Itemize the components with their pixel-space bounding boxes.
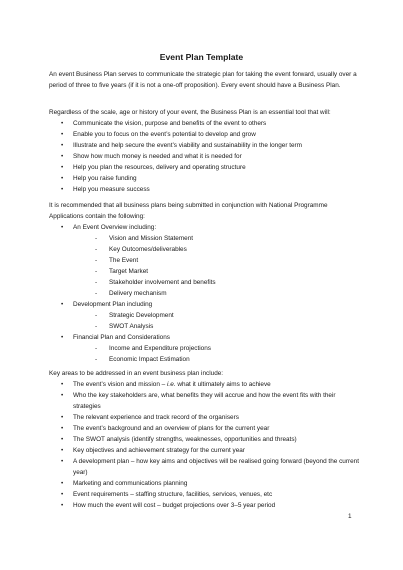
dash-marker: - <box>95 290 98 297</box>
bullet-icon: • <box>61 175 64 182</box>
bullet-icon: • <box>61 480 64 487</box>
sections-list <box>49 222 359 365</box>
list-item: • Communicate the vision, purpose and benefits of the event to others <box>61 120 267 127</box>
sub-list-item: - Income and Expenditure projections <box>95 345 211 352</box>
list-item: • Enable you to focus on the event’s potential to develop and grow <box>61 131 256 138</box>
bullet-icon: • <box>61 447 64 454</box>
list-item: • Help you raise funding <box>61 175 137 182</box>
bullet-icon: • <box>61 142 64 149</box>
dash-marker: - <box>95 323 98 330</box>
sub-list-item: - Vision and Mission Statement <box>95 235 194 242</box>
list-item: • Illustrate and help secure the event’s viability and sustainability in the longer term <box>61 142 303 149</box>
essential-intro: Regardless of the scale, age or history of your event, the Business Plan is an essential tool that will: <box>49 109 331 116</box>
bullet-icon: • <box>61 131 64 138</box>
dash-marker: - <box>95 268 98 275</box>
list-item: • Key objectives and achievement strategy for the current year <box>61 447 245 454</box>
bullet-icon: • <box>61 153 64 160</box>
list-item: • A development plan – how key aims and objectives will be realised going forward (beyond the current year) <box>61 458 359 476</box>
sub-list-item: - Economic Impact Estimation <box>95 356 190 363</box>
sub-list-item: - Target Market <box>95 268 149 275</box>
sub-list-item: - SWOT Analysis <box>95 323 154 330</box>
financial-plan-sublist <box>73 343 359 365</box>
sub-list-item: - Delivery mechanism <box>95 290 167 297</box>
sub-list-item: - Key Outcomes/deliverables <box>95 246 187 253</box>
key-areas-intro: Key areas to be addressed in an event business plan include: <box>49 370 224 377</box>
list-item: • Who the key stakeholders are, what benefits they will accrue and how the event fits with their strategies <box>61 392 336 410</box>
bullet-icon: • <box>61 491 64 498</box>
list-item: • Marketing and communications planning <box>61 480 188 487</box>
dash-marker: - <box>95 279 98 286</box>
bullet-icon: • <box>61 392 64 399</box>
dash-marker: - <box>95 257 98 264</box>
list-item: • The relevant experience and track record of the organisers <box>61 414 239 421</box>
list-item: • The event’s vision and mission – i.e. what it ultimately aims to achieve <box>61 381 271 388</box>
dash-marker: - <box>95 235 98 242</box>
section-item-financial-plan: • Financial Plan and Considerations - Income and Expenditure projections - Economic Impact Estimation <box>49 332 359 365</box>
intro-paragraph: An event Business Plan serves to communicate the strategic plan for taking the event forward, usually over a period of three to five years (if it is not a one-off proposition). Every event should have a Business Plan. <box>49 71 357 89</box>
bullet-icon: • <box>61 458 64 465</box>
bullet-icon: • <box>61 224 64 231</box>
page-title: Event Plan Template <box>159 52 244 62</box>
list-item: • Help you plan the resources, delivery and operating structure <box>61 164 246 171</box>
list-item: • The event’s background and an overview of plans for the current year <box>61 425 270 432</box>
dash-marker: - <box>95 356 98 363</box>
key-areas-list <box>49 379 359 511</box>
bullet-icon: • <box>61 502 64 509</box>
essential-list <box>49 118 359 195</box>
sub-list-item: - The Event <box>95 257 139 264</box>
recommend-intro: It is recommended that all business plans being submitted in conjunction with National Programme Applications contain the following: <box>49 202 328 220</box>
dash-marker: - <box>95 312 98 319</box>
list-item: • Help you measure success <box>61 186 150 193</box>
sub-list-item: - Stakeholder involvement and benefits <box>95 279 216 286</box>
bullet-icon: • <box>61 120 64 127</box>
bullet-icon: • <box>61 334 64 341</box>
development-plan-sublist <box>73 310 359 332</box>
bullet-icon: • <box>61 186 64 193</box>
bullet-icon: • <box>61 381 64 388</box>
list-item: • How much the event will cost – budget projections over 3–5 year period <box>61 502 276 509</box>
bullet-icon: • <box>61 436 64 443</box>
section-item-event-overview: • An Event Overview including: - Vision and Mission Statement - Key Outcomes/deliverables - The Event - Target Market - Stakeholder involvement and benefits - Delivery mechanism <box>49 222 359 299</box>
event-overview-sublist <box>73 233 359 299</box>
dash-marker: - <box>95 246 98 253</box>
dash-marker: - <box>95 345 98 352</box>
section-item-development-plan: • Development Plan including - Strategic Development - SWOT Analysis <box>49 299 359 332</box>
bullet-icon: • <box>61 425 64 432</box>
bullet-icon: • <box>61 164 64 171</box>
bullet-icon: • <box>61 414 64 421</box>
page-number: 1 <box>348 513 352 520</box>
list-item: • The SWOT analysis (identify strengths, weaknesses, opportunities and threats) <box>61 436 297 443</box>
sub-list-item: - Strategic Development <box>95 312 174 319</box>
list-item: • Show how much money is needed and what it is needed for <box>61 153 242 160</box>
bullet-icon: • <box>61 301 64 308</box>
list-item: • Event requirements – staffing structure, facilities, services, venues, etc <box>61 491 273 498</box>
